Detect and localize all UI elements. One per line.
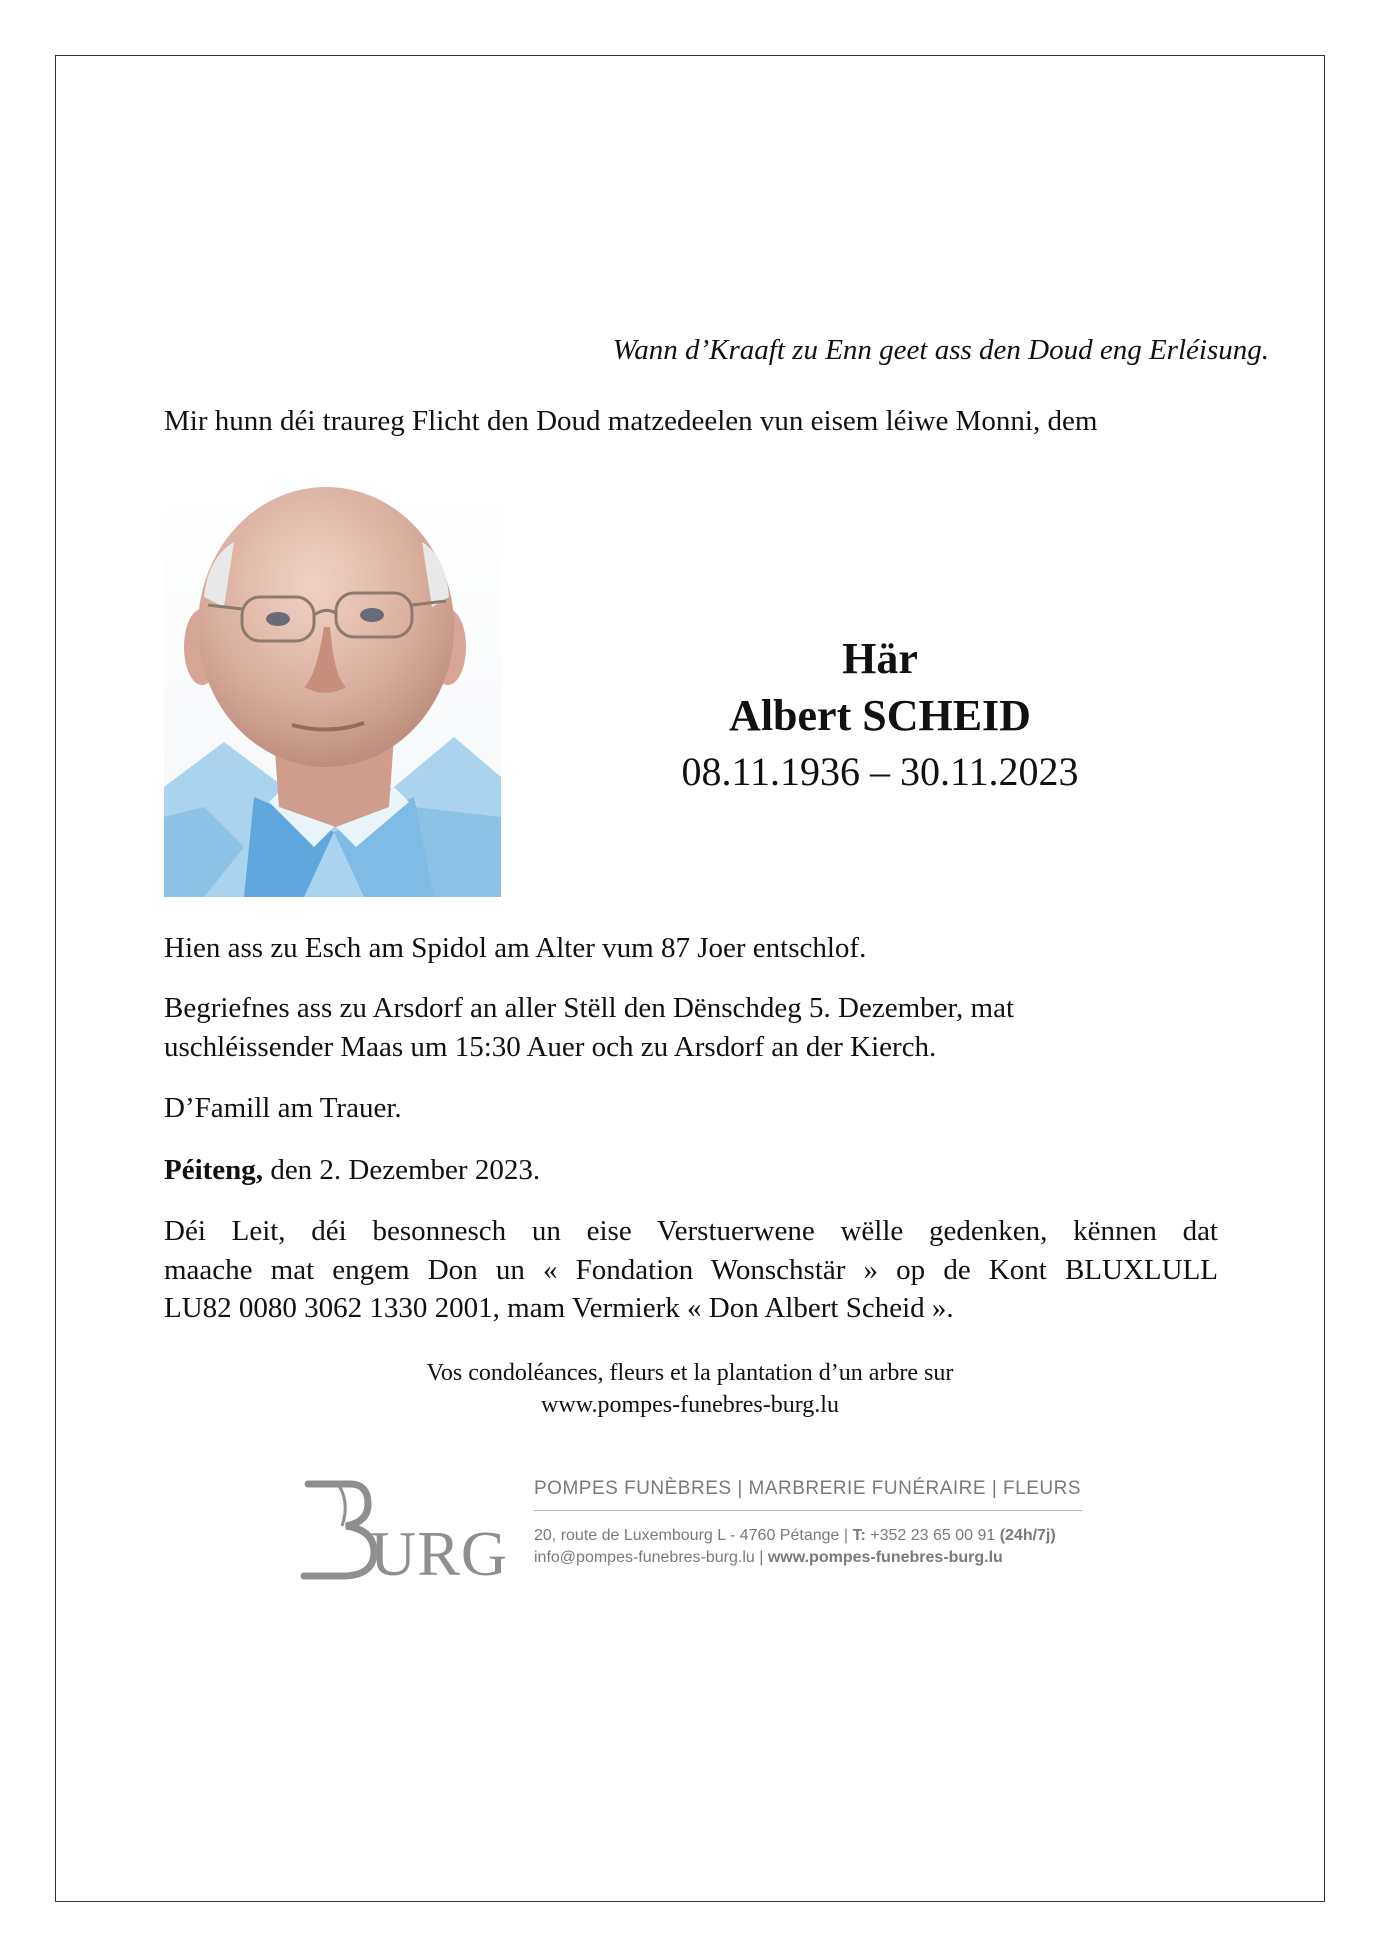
donation-line3: LU82 0080 3062 1330 2001, mam Vermierk « Don Albert Scheid ».: [164, 1292, 954, 1324]
portrait-photo: [164, 487, 501, 897]
motto: Wann d’Kraaft zu Enn geet ass den Doud eng Erléisung.: [612, 334, 1269, 366]
notice-date: den 2. Dezember 2023.: [263, 1154, 541, 1186]
condolence-text: Vos condoléances, fleurs et la plantation d’un arbre sur: [426, 1360, 954, 1386]
funeral-info-line1: Begriefnes ass zu Arsdorf an aller Stëll den Dënschdeg 5. Dezember, mat: [164, 992, 1015, 1024]
contact-separator: |: [754, 1549, 768, 1566]
company-email[interactable]: info@pompes-funebres-burg.lu: [534, 1549, 755, 1566]
funeral-info-line2: uschléissender Maas um 15:30 Auer och zu Arsdorf an der Kierch.: [164, 1031, 937, 1063]
company-website[interactable]: www.pompes-funebres-burg.lu: [767, 1549, 1003, 1566]
deceased-name: Albert SCHEID: [729, 691, 1031, 740]
svg-text:URG: URG: [370, 1518, 509, 1589]
condolence-link[interactable]: www.pompes-funebres-burg.lu: [541, 1392, 839, 1418]
death-notice: Hien ass zu Esch am Spidol am Alter vum 87 Joer entschlof.: [164, 932, 867, 964]
mourning-family: D’Famill am Trauer.: [164, 1092, 402, 1124]
honorific: Här: [842, 634, 918, 683]
company-services: POMPES FUNÈBRES | MARBRERIE FUNÉRAIRE | FLEURS: [534, 1478, 1082, 1511]
donation-line1: Déi Leit, déi besonnesch un eise Verstuerwene wëlle gedenken, kënnen dat: [164, 1215, 1218, 1247]
place-date: [164, 1154, 540, 1187]
phone-label: T:: [852, 1527, 866, 1544]
company-info: [534, 1478, 1082, 1567]
place-name: Péiteng,: [164, 1154, 264, 1186]
phone-hours: (24h/7j): [999, 1527, 1056, 1544]
burg-logo: [298, 1472, 509, 1589]
life-dates: 08.11.1936 – 30.11.2023: [681, 749, 1079, 794]
company-contact-line: [534, 1549, 1082, 1567]
donation-line2: maache mat engem Don un « Fondation Wonschstär » op de Kont BLUXLULL: [164, 1254, 1218, 1286]
page-frame: [55, 55, 1325, 1902]
company-address-line: [534, 1527, 1082, 1545]
intro-text: Mir hunn déi traureg Flicht den Doud matzedeelen vun eisem léiwe Monni, dem: [164, 405, 1098, 437]
company-phone[interactable]: +352 23 65 00 91: [865, 1527, 1000, 1544]
company-address: 20, route de Luxembourg L - 4760 Pétange |: [534, 1527, 853, 1544]
